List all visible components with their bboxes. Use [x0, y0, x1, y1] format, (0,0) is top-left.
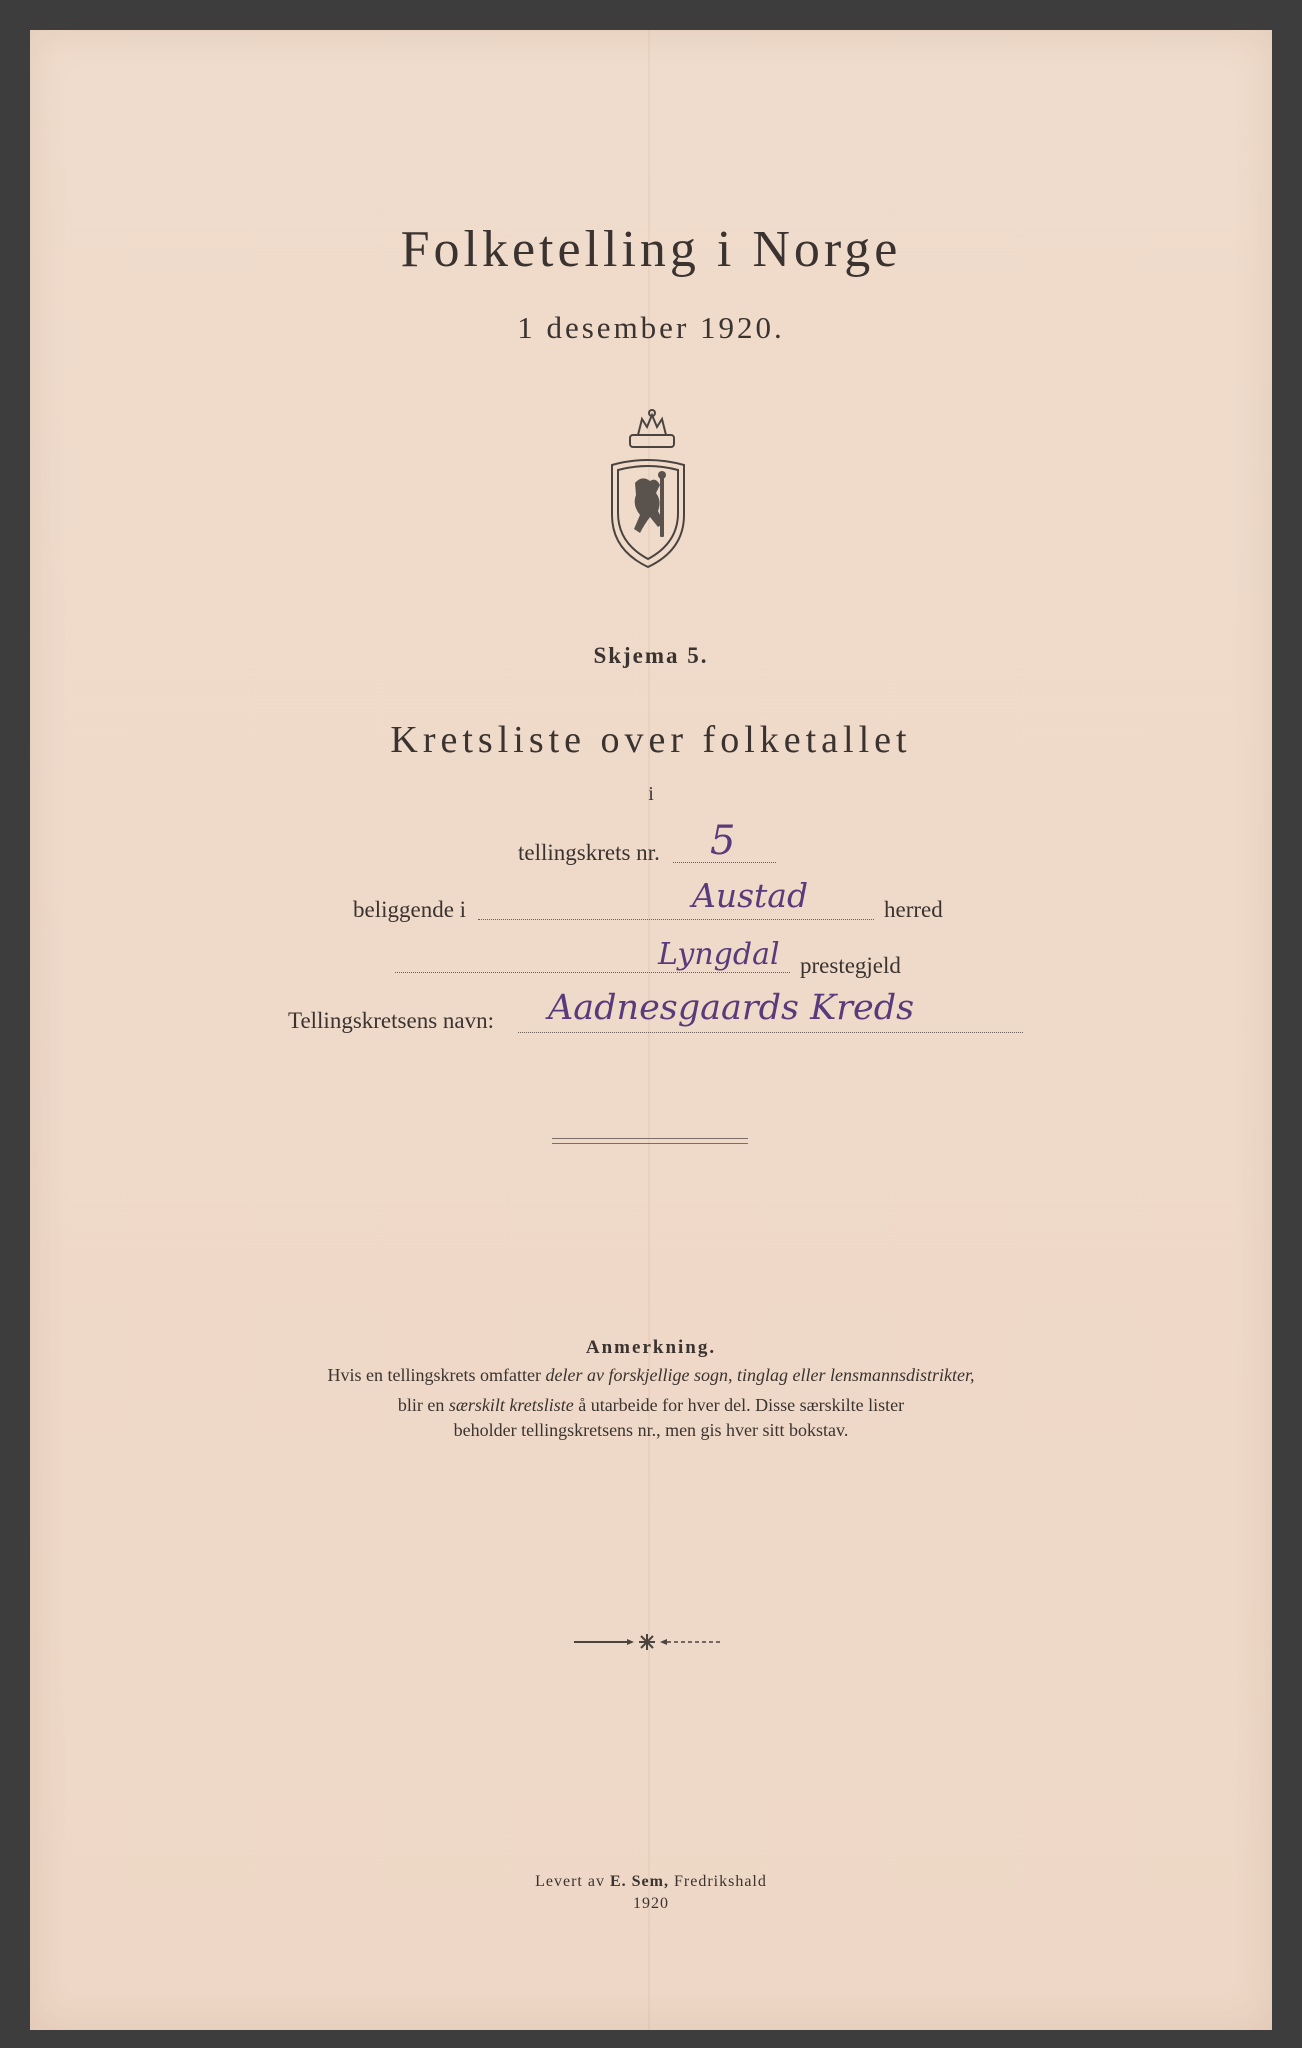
- note-line-2-italic: særskilt kretsliste: [448, 1395, 574, 1415]
- printer-credit: [0, 1873, 1302, 1891]
- krets-name-label: Tellingskretsens navn:: [288, 1008, 494, 1033]
- note-line-2: [0, 1395, 1302, 1416]
- prestegjeld-label: prestegjeld: [800, 953, 901, 978]
- note-line-1-plain: Hvis en tellingskrets omfatter: [327, 1365, 546, 1385]
- form-heading: Kretsliste over folketallet: [390, 719, 912, 761]
- ornament-divider-icon: [572, 1630, 722, 1654]
- krets-name-dotted-line: [518, 1032, 1023, 1033]
- prestegjeld-handwritten: Lyngdal: [658, 937, 780, 972]
- beliggende-label: beliggende i: [353, 897, 467, 922]
- printer-city: Fredrikshald: [668, 1873, 767, 1890]
- krets-name-handwritten: Aadnesgaards Kreds: [548, 988, 915, 1028]
- document-title: Folketelling i Norge: [400, 221, 902, 278]
- printer-year: 1920: [633, 1895, 669, 1912]
- printer-name: E. Sem,: [609, 1873, 669, 1890]
- section-divider: [552, 1138, 748, 1144]
- schema-number: Skjema 5.: [593, 643, 709, 668]
- norwegian-coat-of-arms-icon: [600, 405, 695, 575]
- printer-prefix: Levert av: [535, 1873, 610, 1890]
- note-line-2-plain-a: blir en: [397, 1395, 449, 1415]
- note-title: Anmerkning.: [585, 1337, 717, 1358]
- herred-handwritten: Austad: [692, 876, 809, 915]
- note-line-2-plain-b: å utarbeide for hver del. Disse særskilte lister: [573, 1395, 905, 1415]
- krets-label: tellingskrets nr.: [518, 840, 660, 865]
- note-line-3: beholder tellingskretsens nr., men gis hver sitt bokstav.: [453, 1420, 849, 1440]
- note-line-1-italic: deler av forskjellige sogn, tinglag eller lensmannsdistrikter,: [545, 1365, 975, 1385]
- heading-connector: i: [648, 783, 654, 805]
- note-line-1: [0, 1365, 1302, 1386]
- krets-number-handwritten: 5: [710, 818, 736, 864]
- document-date: 1 desember 1920.: [517, 310, 785, 345]
- herred-dotted-line: [478, 919, 874, 920]
- herred-label: herred: [884, 897, 943, 922]
- prestegjeld-dotted-line: [395, 972, 790, 973]
